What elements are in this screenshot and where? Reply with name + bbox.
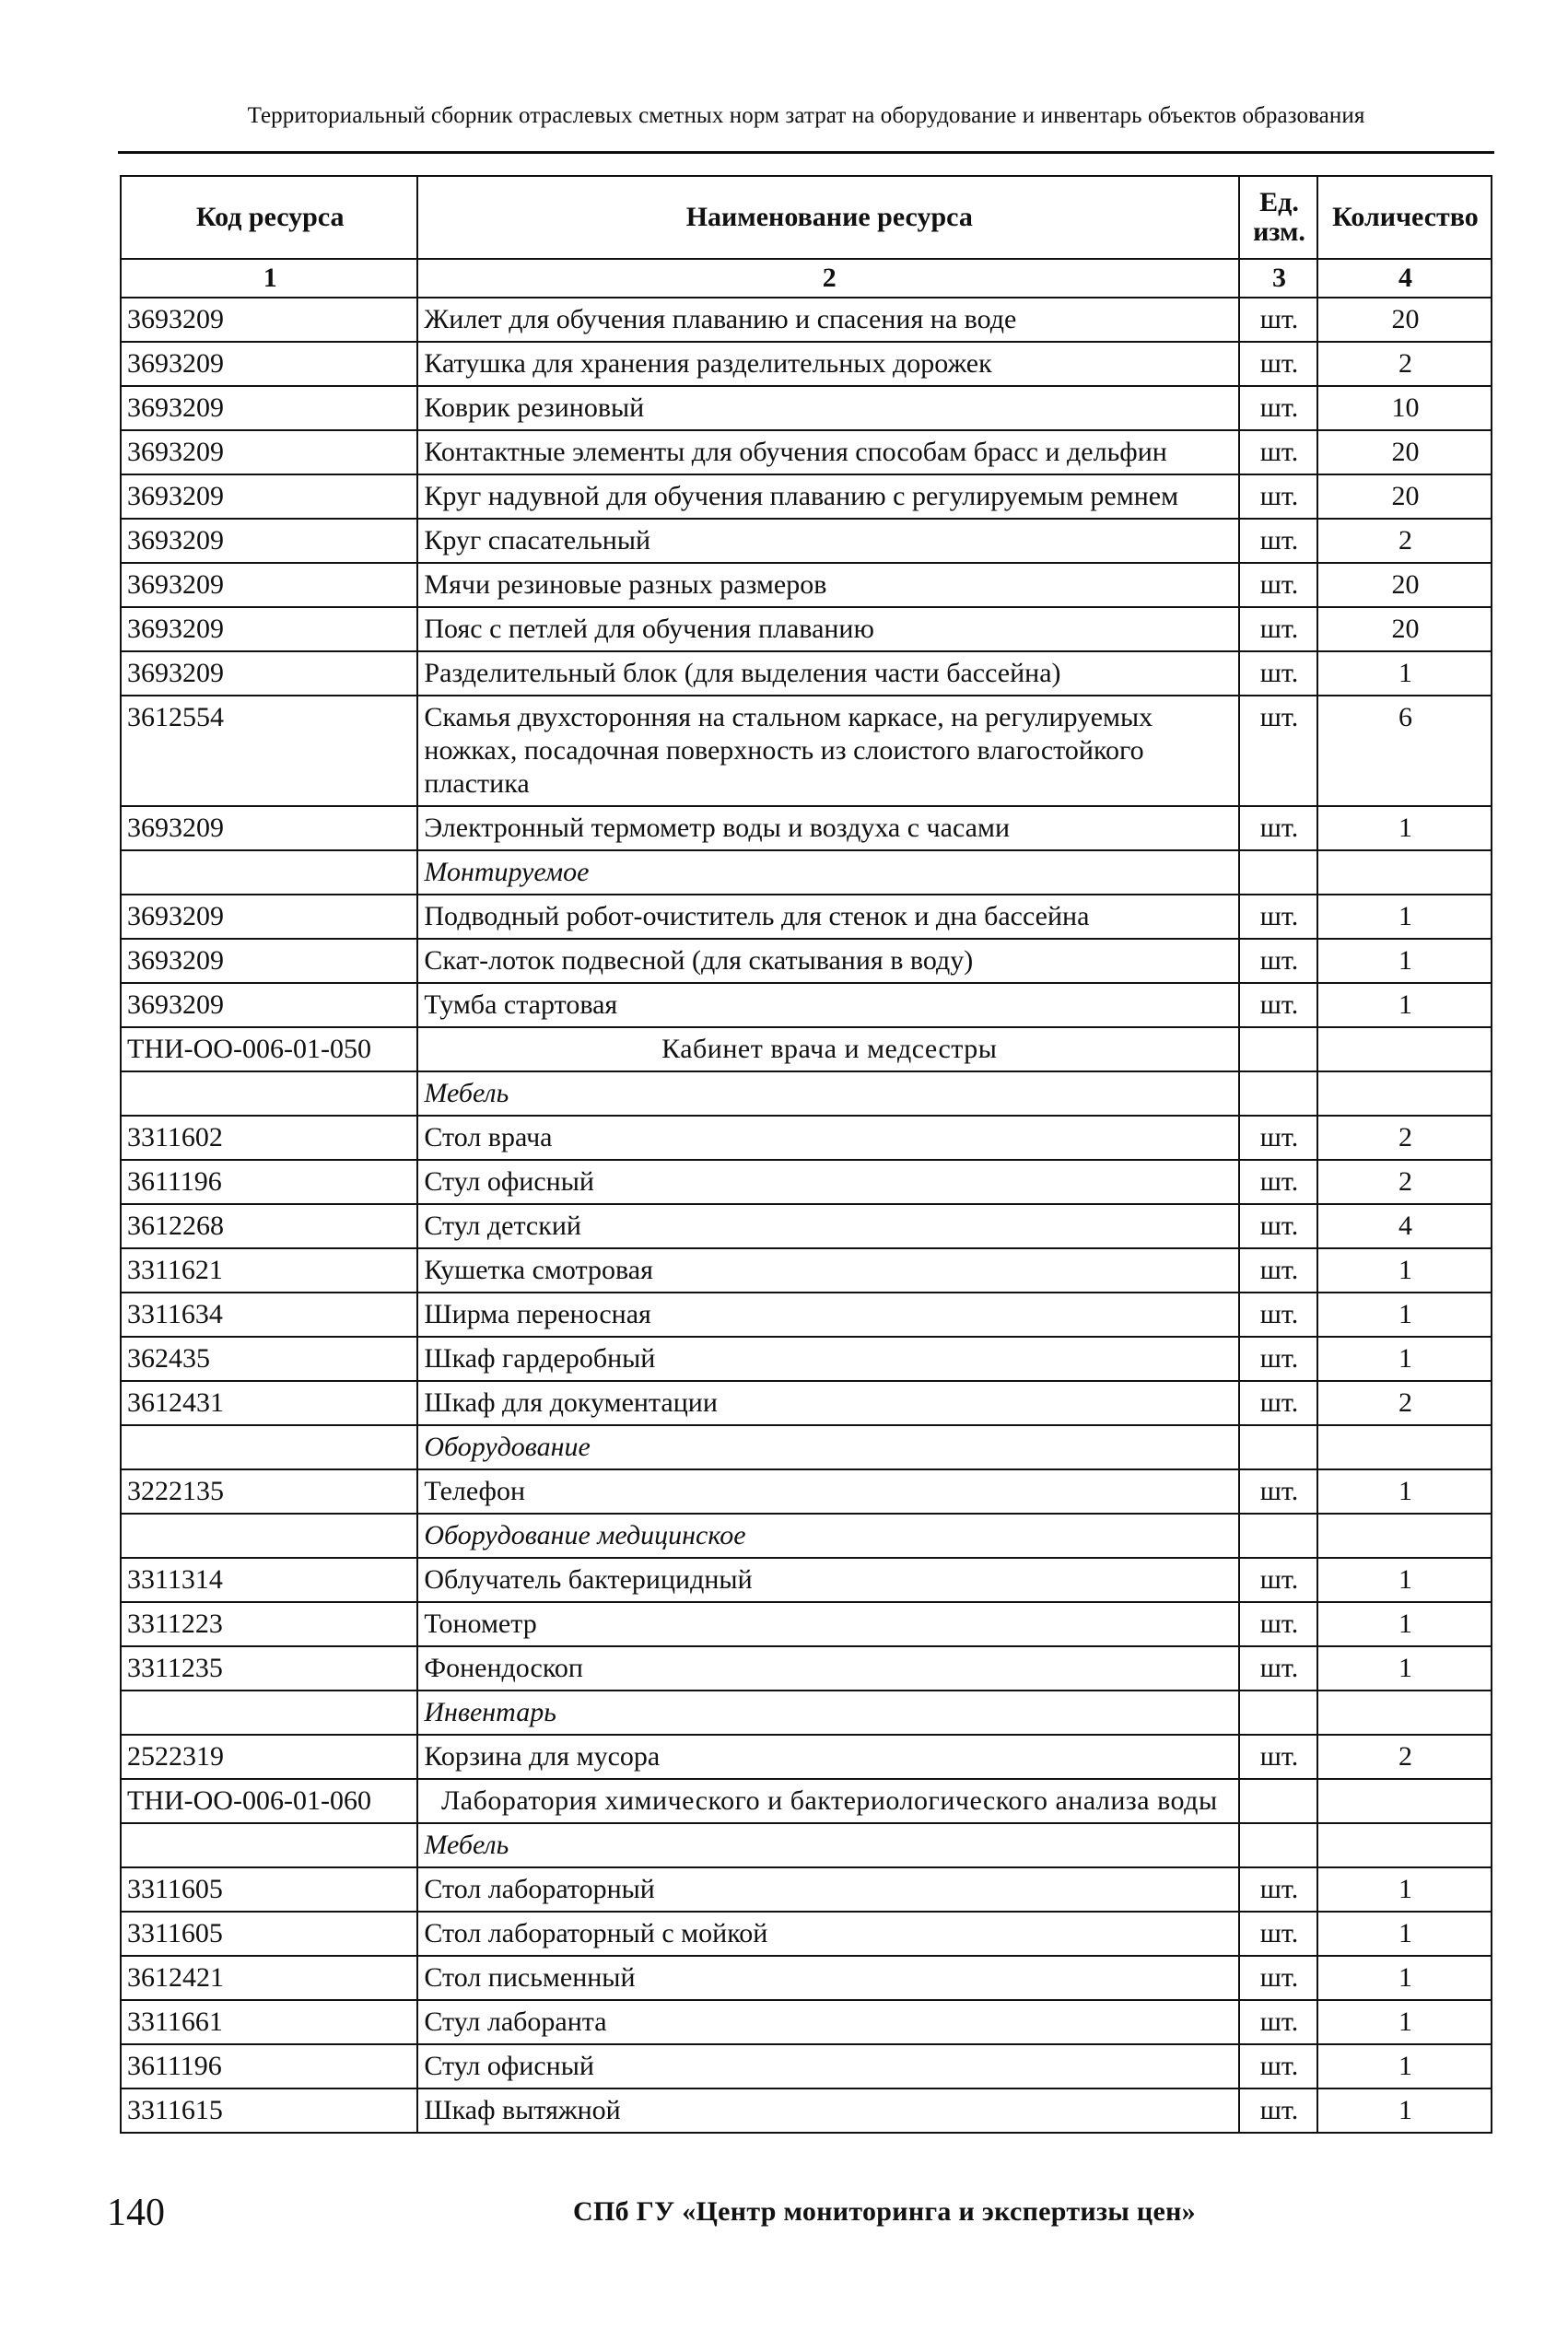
resource-code-cell: 3693209 — [121, 806, 417, 850]
table-row — [121, 983, 1492, 1027]
table-row — [121, 806, 1492, 850]
resource-code-cell: 3311314 — [121, 1558, 417, 1602]
resource-name-cell: Стол врача — [417, 1116, 1239, 1160]
unit-cell: шт. — [1239, 696, 1317, 806]
resource-name-cell: Электронный термометр воды и воздуха с часами — [417, 806, 1239, 850]
table-row — [121, 1248, 1492, 1293]
footer-organization: СПб ГУ «Центр мониторинга и экспертизы цен» — [573, 2196, 1196, 2227]
resource-code-cell: 3693209 — [121, 342, 417, 386]
quantity-cell: 6 — [1317, 696, 1492, 806]
quantity-cell — [1317, 1691, 1492, 1735]
unit-cell — [1239, 1514, 1317, 1558]
quantity-cell: 1 — [1317, 651, 1492, 696]
quantity-cell: 2 — [1317, 1160, 1492, 1204]
resource-name-cell: Круг спасательный — [417, 519, 1239, 563]
section-row — [121, 1425, 1492, 1469]
quantity-cell: 1 — [1317, 1646, 1492, 1691]
heading-row — [121, 1779, 1492, 1823]
resource-code-cell: 3311634 — [121, 1293, 417, 1337]
resource-name-cell: Шкаф вытяжной — [417, 2088, 1239, 2133]
resource-name-cell: Ширма переносная — [417, 1293, 1239, 1337]
unit-cell: шт. — [1239, 430, 1317, 474]
table-row — [121, 1293, 1492, 1337]
quantity-cell: 1 — [1317, 983, 1492, 1027]
unit-cell — [1239, 1071, 1317, 1116]
unit-cell: шт. — [1239, 895, 1317, 939]
quantity-cell — [1317, 1425, 1492, 1469]
resource-name-cell: Кабинет врача и медсестры — [417, 1027, 1239, 1071]
table-row — [121, 895, 1492, 939]
resource-code-cell: 3311661 — [121, 2000, 417, 2044]
table-row — [121, 2000, 1492, 2044]
quantity-cell — [1317, 1514, 1492, 1558]
resource-name-cell: Лаборатория химического и бактериологического анализа воды — [417, 1779, 1239, 1823]
resource-name-cell: Шкаф для документации — [417, 1381, 1239, 1425]
quantity-cell: 20 — [1317, 474, 1492, 519]
unit-cell: шт. — [1239, 1293, 1317, 1337]
quantity-cell: 4 — [1317, 1204, 1492, 1248]
heading-row — [121, 1027, 1492, 1071]
resource-name-cell: Подводный робот-очиститель для стенок и дна бассейна — [417, 895, 1239, 939]
resource-name-cell: Стул лаборанта — [417, 2000, 1239, 2044]
table-row — [121, 1912, 1492, 1956]
quantity-cell: 1 — [1317, 2088, 1492, 2133]
running-header: Территориальный сборник отраслевых сметных норм затрат на оборудование и инвентарь объектов образования — [247, 103, 1365, 128]
unit-cell: шт. — [1239, 939, 1317, 983]
unit-cell: шт. — [1239, 2088, 1317, 2133]
table-row — [121, 298, 1492, 342]
quantity-cell: 1 — [1317, 2000, 1492, 2044]
unit-cell: шт. — [1239, 1160, 1317, 1204]
column-header-name: Наименование ресурса — [417, 176, 1239, 259]
quantity-cell: 2 — [1317, 342, 1492, 386]
resource-name-cell: Жилет для обучения плаванию и спасения на воде — [417, 298, 1239, 342]
table-row — [121, 1381, 1492, 1425]
table-body — [121, 298, 1492, 2133]
unit-cell: шт. — [1239, 342, 1317, 386]
column-number: 4 — [1317, 259, 1492, 298]
quantity-cell: 2 — [1317, 1116, 1492, 1160]
resource-name-cell: Скамья двухсторонняя на стальном каркасе, на регулируемых ножках, посадочная поверхность из слоистого влагостойкого пластика — [417, 696, 1239, 806]
table-row — [121, 2044, 1492, 2088]
table-row — [121, 563, 1492, 607]
quantity-cell: 20 — [1317, 298, 1492, 342]
resource-name-cell: Инвентарь — [417, 1691, 1239, 1735]
resource-code-cell: 3612431 — [121, 1381, 417, 1425]
column-number: 3 — [1239, 259, 1317, 298]
quantity-cell: 20 — [1317, 430, 1492, 474]
resource-name-cell: Катушка для хранения разделительных дорожек — [417, 342, 1239, 386]
column-header-quantity: Количество — [1317, 176, 1492, 259]
quantity-cell: 20 — [1317, 607, 1492, 651]
quantity-cell: 1 — [1317, 1912, 1492, 1956]
table-header-row — [121, 176, 1492, 259]
quantity-cell: 2 — [1317, 1381, 1492, 1425]
quantity-cell: 1 — [1317, 1956, 1492, 2000]
resource-code-cell — [121, 1514, 417, 1558]
resource-name-cell: Разделительный блок (для выделения части бассейна) — [417, 651, 1239, 696]
resource-name-cell: Телефон — [417, 1469, 1239, 1514]
quantity-cell: 1 — [1317, 1602, 1492, 1646]
resource-code-cell: 3612421 — [121, 1956, 417, 2000]
unit-cell: шт. — [1239, 1248, 1317, 1293]
section-row — [121, 1071, 1492, 1116]
quantity-cell: 1 — [1317, 806, 1492, 850]
resource-name-cell: Тумба стартовая — [417, 983, 1239, 1027]
table-row — [121, 1646, 1492, 1691]
resource-code-cell: 3311223 — [121, 1602, 417, 1646]
resource-code-cell: 3693209 — [121, 474, 417, 519]
column-header-unit: Ед. изм. — [1239, 176, 1317, 259]
unit-cell: шт. — [1239, 1116, 1317, 1160]
unit-cell: шт. — [1239, 1646, 1317, 1691]
resource-name-cell: Стол письменный — [417, 1956, 1239, 2000]
table-row — [121, 519, 1492, 563]
resource-code-cell: 3611196 — [121, 1160, 417, 1204]
resource-code-cell: 3311621 — [121, 1248, 417, 1293]
resource-code-cell — [121, 1823, 417, 1867]
resource-name-cell: Оборудование — [417, 1425, 1239, 1469]
unit-cell: шт. — [1239, 1602, 1317, 1646]
resource-name-cell: Стул детский — [417, 1204, 1239, 1248]
resource-code-cell: 3311605 — [121, 1867, 417, 1912]
table-row — [121, 430, 1492, 474]
quantity-cell: 1 — [1317, 1337, 1492, 1381]
resource-name-cell: Тонометр — [417, 1602, 1239, 1646]
resource-code-cell: 362435 — [121, 1337, 417, 1381]
header-rule — [118, 151, 1494, 154]
resource-code-cell — [121, 1071, 417, 1116]
table-row — [121, 1204, 1492, 1248]
unit-cell: шт. — [1239, 2044, 1317, 2088]
unit-cell: шт. — [1239, 806, 1317, 850]
unit-cell: шт. — [1239, 2000, 1317, 2044]
unit-cell — [1239, 1779, 1317, 1823]
resource-name-cell: Монтируемое — [417, 850, 1239, 895]
resource-code-cell: 3311605 — [121, 1912, 417, 1956]
resource-code-cell: 3612268 — [121, 1204, 417, 1248]
quantity-cell: 1 — [1317, 1469, 1492, 1514]
resource-code-cell: ТНИ-ОО-006-01-050 — [121, 1027, 417, 1071]
column-number: 1 — [121, 259, 417, 298]
resource-code-cell: 3612554 — [121, 696, 417, 806]
column-number: 2 — [417, 259, 1239, 298]
resource-code-cell: 3222135 — [121, 1469, 417, 1514]
unit-cell — [1239, 850, 1317, 895]
resource-code-cell: 3693209 — [121, 430, 417, 474]
table-row — [121, 1867, 1492, 1912]
resource-code-cell — [121, 850, 417, 895]
table-row — [121, 651, 1492, 696]
quantity-cell: 1 — [1317, 939, 1492, 983]
section-row — [121, 850, 1492, 895]
unit-cell — [1239, 1425, 1317, 1469]
table-row — [121, 1602, 1492, 1646]
resource-code-cell: 3693209 — [121, 386, 417, 430]
table-row — [121, 939, 1492, 983]
table-row — [121, 1558, 1492, 1602]
resource-name-cell: Кушетка смотровая — [417, 1248, 1239, 1293]
unit-cell — [1239, 1823, 1317, 1867]
column-header-code: Код ресурса — [121, 176, 417, 259]
unit-cell: шт. — [1239, 983, 1317, 1027]
quantity-cell — [1317, 850, 1492, 895]
unit-cell: шт. — [1239, 519, 1317, 563]
resource-code-cell: 3311615 — [121, 2088, 417, 2133]
table-row — [121, 1735, 1492, 1779]
resource-code-cell: 3693209 — [121, 939, 417, 983]
resource-name-cell: Корзина для мусора — [417, 1735, 1239, 1779]
unit-cell: шт. — [1239, 1735, 1317, 1779]
table-row — [121, 1337, 1492, 1381]
quantity-cell: 1 — [1317, 1867, 1492, 1912]
resource-code-cell: 3693209 — [121, 563, 417, 607]
resource-name-cell: Мячи резиновые разных размеров — [417, 563, 1239, 607]
table-row — [121, 474, 1492, 519]
unit-cell: шт. — [1239, 474, 1317, 519]
resource-name-cell: Оборудование медицинское — [417, 1514, 1239, 1558]
resource-name-cell: Коврик резиновый — [417, 386, 1239, 430]
resource-code-cell: 2522319 — [121, 1735, 417, 1779]
resource-code-cell: 3693209 — [121, 298, 417, 342]
quantity-cell — [1317, 1071, 1492, 1116]
quantity-cell: 10 — [1317, 386, 1492, 430]
resource-name-cell: Стул офисный — [417, 1160, 1239, 1204]
resource-code-cell: 3311235 — [121, 1646, 417, 1691]
unit-cell: шт. — [1239, 1204, 1317, 1248]
resource-name-cell: Круг надувной для обучения плаванию с регулируемым ремнем — [417, 474, 1239, 519]
quantity-cell — [1317, 1823, 1492, 1867]
section-row — [121, 1691, 1492, 1735]
unit-cell: шт. — [1239, 1867, 1317, 1912]
resource-name-cell: Фонендоскоп — [417, 1646, 1239, 1691]
page-number: 140 — [107, 2192, 165, 2234]
unit-cell: шт. — [1239, 563, 1317, 607]
quantity-cell: 2 — [1317, 1735, 1492, 1779]
unit-cell: шт. — [1239, 651, 1317, 696]
column-number-row — [121, 259, 1492, 298]
section-row — [121, 1514, 1492, 1558]
table-row — [121, 1469, 1492, 1514]
resource-code-cell: 3611196 — [121, 2044, 417, 2088]
table-row — [121, 607, 1492, 651]
resource-name-cell: Шкаф гардеробный — [417, 1337, 1239, 1381]
unit-cell: шт. — [1239, 1558, 1317, 1602]
unit-cell: шт. — [1239, 1469, 1317, 1514]
resource-name-cell: Мебель — [417, 1823, 1239, 1867]
resource-code-cell: 3311602 — [121, 1116, 417, 1160]
resource-code-cell: 3693209 — [121, 651, 417, 696]
quantity-cell — [1317, 1027, 1492, 1071]
unit-cell: шт. — [1239, 1381, 1317, 1425]
resource-name-cell: Стул офисный — [417, 2044, 1239, 2088]
resource-name-cell: Пояс с петлей для обучения плаванию — [417, 607, 1239, 651]
quantity-cell: 1 — [1317, 895, 1492, 939]
unit-cell: шт. — [1239, 1912, 1317, 1956]
table-row — [121, 342, 1492, 386]
resource-code-cell: 3693209 — [121, 895, 417, 939]
resource-name-cell: Скат-лоток подвесной (для скатывания в воду) — [417, 939, 1239, 983]
unit-cell: шт. — [1239, 298, 1317, 342]
quantity-cell: 2 — [1317, 519, 1492, 563]
unit-cell: шт. — [1239, 607, 1317, 651]
table-row — [121, 696, 1492, 806]
quantity-cell: 20 — [1317, 563, 1492, 607]
quantity-cell: 1 — [1317, 1248, 1492, 1293]
resource-name-cell: Стол лабораторный с мойкой — [417, 1912, 1239, 1956]
unit-cell: шт. — [1239, 1337, 1317, 1381]
unit-cell — [1239, 1691, 1317, 1735]
resource-code-cell — [121, 1691, 417, 1735]
quantity-cell: 1 — [1317, 2044, 1492, 2088]
table-row — [121, 1956, 1492, 2000]
resource-name-cell: Стол лабораторный — [417, 1867, 1239, 1912]
table-row — [121, 386, 1492, 430]
resource-name-cell: Мебель — [417, 1071, 1239, 1116]
resource-code-cell: 3693209 — [121, 983, 417, 1027]
unit-cell: шт. — [1239, 386, 1317, 430]
resource-name-cell: Облучатель бактерицидный — [417, 1558, 1239, 1602]
unit-cell — [1239, 1027, 1317, 1071]
unit-cell: шт. — [1239, 1956, 1317, 2000]
quantity-cell — [1317, 1779, 1492, 1823]
quantity-cell: 1 — [1317, 1293, 1492, 1337]
quantity-cell: 1 — [1317, 1558, 1492, 1602]
section-row — [121, 1823, 1492, 1867]
table-row — [121, 1160, 1492, 1204]
table-row — [121, 2088, 1492, 2133]
resource-code-cell: 3693209 — [121, 607, 417, 651]
resource-code-cell — [121, 1425, 417, 1469]
resource-table — [120, 175, 1492, 2134]
resource-name-cell: Контактные элементы для обучения способам брасс и дельфин — [417, 430, 1239, 474]
table-row — [121, 1116, 1492, 1160]
resource-code-cell: ТНИ-ОО-006-01-060 — [121, 1779, 417, 1823]
resource-code-cell: 3693209 — [121, 519, 417, 563]
